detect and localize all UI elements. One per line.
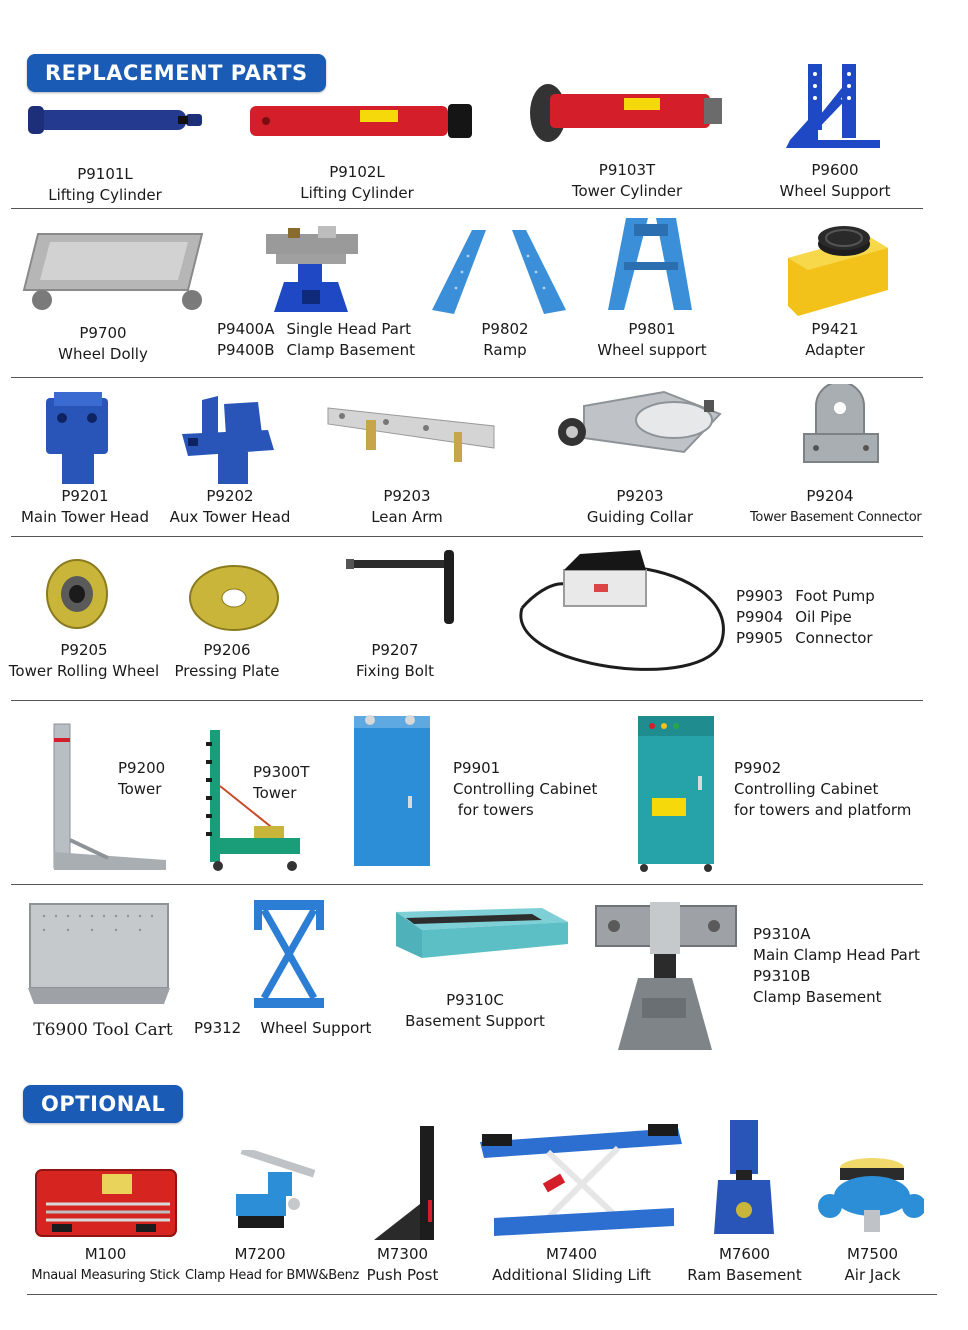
main-clamp-head-image bbox=[594, 902, 738, 1054]
tower-cylinder-image bbox=[528, 82, 728, 144]
clamp-head-bmw-benz-image bbox=[228, 1150, 320, 1232]
caption-m100: M100 Mnaual Measuring Stick bbox=[31, 1245, 180, 1283]
wheel-support-p9312-image bbox=[248, 898, 330, 1010]
caption-p9400: P9400A Single Head Part P9400B Clamp Basement bbox=[217, 320, 416, 359]
controlling-cabinet-p9901-image bbox=[350, 708, 434, 868]
ramp-image bbox=[430, 226, 570, 318]
tower-basement-connector-image bbox=[802, 384, 880, 472]
caption-p9901: P9901 Controlling Cabinet for towers bbox=[453, 759, 598, 819]
replacement-parts-badge: REPLACEMENT PARTS bbox=[27, 54, 326, 92]
caption-m7500: M7500 Air Jack bbox=[844, 1245, 901, 1284]
divider-bottom bbox=[27, 1294, 937, 1295]
caption-p9300t: P9300T Tower bbox=[253, 763, 310, 802]
basement-support-image bbox=[392, 906, 572, 962]
caption-p9802: P9802 Ramp bbox=[481, 320, 529, 359]
foot-pump-image bbox=[508, 548, 730, 690]
controlling-cabinet-p9902-image bbox=[634, 712, 720, 874]
caption-p9103t: P9103T Tower Cylinder bbox=[571, 161, 683, 200]
wheel-dolly-image bbox=[16, 228, 211, 314]
push-post-image bbox=[368, 1124, 438, 1242]
caption-m7300: M7300 Push Post bbox=[366, 1245, 439, 1284]
caption-p9421: P9421 Adapter bbox=[805, 320, 865, 359]
divider-2 bbox=[11, 377, 923, 378]
caption-m7600: M7600 Ram Basement bbox=[687, 1245, 802, 1284]
caption-p9201: P9201 Main Tower Head bbox=[20, 487, 150, 526]
tower-rolling-wheel-image bbox=[44, 554, 110, 632]
divider-5 bbox=[11, 884, 923, 885]
caption-p9202: P9202 Aux Tower Head bbox=[169, 487, 291, 526]
caption-m7400: M7400 Additional Sliding Lift bbox=[492, 1245, 651, 1284]
caption-p9206: P9206 Pressing Plate bbox=[174, 641, 280, 680]
caption-p9102l: P9102L Lifting Cylinder bbox=[300, 163, 414, 202]
lifting-cylinder-p9102l-image bbox=[250, 102, 475, 142]
caption-p9801: P9801 Wheel support bbox=[597, 320, 707, 359]
wheel-support-p9801-image bbox=[604, 214, 696, 314]
single-head-clamp-image bbox=[258, 224, 363, 319]
wheel-support-p9600-image bbox=[780, 60, 890, 155]
optional-badge: OPTIONAL bbox=[23, 1085, 183, 1123]
caption-p9207: P9207 Fixing Bolt bbox=[355, 641, 435, 680]
caption-p9203-lean-arm: P9203 Lean Arm bbox=[371, 487, 443, 526]
caption-t6900: T6900 Tool Cart bbox=[33, 1020, 173, 1040]
caption-p9600: P9600 Wheel Support bbox=[779, 161, 891, 200]
pressing-plate-image bbox=[188, 560, 280, 632]
caption-p9203-guiding-collar: P9203 Guiding Collar bbox=[586, 487, 694, 526]
caption-p9902: P9902 Controlling Cabinet for towers and platform bbox=[734, 759, 912, 819]
adapter-image bbox=[788, 218, 888, 318]
guiding-collar-image bbox=[544, 386, 724, 466]
caption-p9204: P9204 Tower Basement Connector bbox=[750, 487, 922, 525]
caption-p9310c: P9310C Basement Support bbox=[405, 991, 545, 1030]
caption-m7200: M7200 Clamp Head for BMW&Benz bbox=[185, 1245, 360, 1283]
aux-tower-head-image bbox=[178, 394, 280, 484]
measuring-stick-case-image bbox=[32, 1164, 180, 1242]
divider-1 bbox=[11, 208, 923, 209]
lean-arm-image bbox=[326, 402, 498, 468]
caption-p9700: P9700 Wheel Dolly bbox=[58, 324, 148, 363]
divider-3 bbox=[11, 536, 923, 537]
caption-p9903-p9905: P9903 Foot Pump P9904 Oil Pipe P9905 Connector bbox=[736, 587, 875, 647]
caption-p9312: P9312 Wheel Support bbox=[194, 1019, 372, 1037]
air-jack-image bbox=[818, 1156, 924, 1240]
caption-p9101l: P9101L Lifting Cylinder bbox=[48, 165, 162, 204]
fixing-bolt-image bbox=[346, 548, 468, 628]
lifting-cylinder-p9101l-image bbox=[28, 98, 208, 148]
main-tower-head-image bbox=[42, 392, 114, 484]
ram-basement-image bbox=[712, 1118, 776, 1240]
caption-p9205: P9205 Tower Rolling Wheel bbox=[8, 641, 160, 680]
caption-p9310: P9310A Main Clamp Head Part P9310B Clamp Basement bbox=[753, 925, 920, 1006]
caption-p9200: P9200 Tower bbox=[118, 759, 166, 798]
divider-4 bbox=[11, 700, 923, 701]
tool-cart-image bbox=[24, 900, 174, 1010]
additional-sliding-lift-image bbox=[478, 1122, 684, 1240]
